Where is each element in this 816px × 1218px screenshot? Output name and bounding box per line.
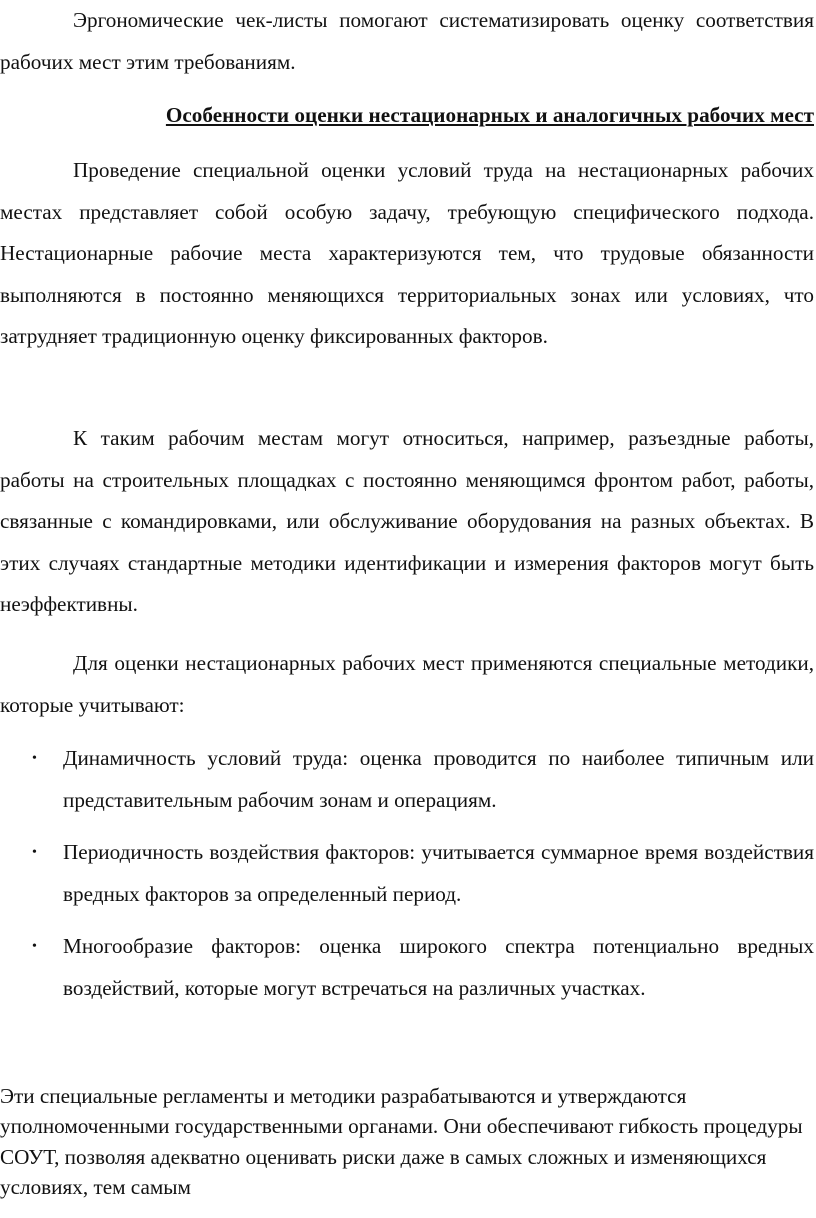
list-item-text: Периодичность воздействия факторов: учитывается суммарное время воздействия вредных факторов за определенный период.: [63, 840, 814, 906]
paragraph-conclusion: Эти специальные регламенты и методики разрабатываются и утверждаются уполномоченными государственными органами. Они обеспечивают гибкость процедуры СОУТ, позволяя адекватно оценивать риски даже в самых сложных и изменяющихся условиях, тем самым: [0, 1084, 803, 1199]
paragraph-examples: К таким рабочим местам могут относиться, например, разъездные работы, работы на строительных площадках с постоянно меняющимся фронтом работ, работы, связанные с командировками, или обслуживание оборудования на разных объектах. В этих случаях стандартные методики идентификации и измерения факторов могут быть неэффективны.: [0, 426, 814, 616]
paragraph-intro: Эргономические чек-листы помогают систематизировать оценку соответствия рабочих мест этим требованиям.: [0, 8, 814, 74]
bullet-icon: •: [32, 939, 37, 954]
list-item: [0, 926, 814, 1009]
list-item-text: Динамичность условий труда: оценка проводится по наиболее типичным или представительным рабочим зонам и операциям.: [63, 746, 814, 812]
list-item-text: Многообразие факторов: оценка широкого спектра потенциально вредных воздействий, которые могут встречаться на различных участках.: [63, 934, 814, 1000]
list-item: [0, 738, 814, 821]
bullet-list: [0, 738, 816, 1020]
paragraph-methods-intro: Для оценки нестационарных рабочих мест применяются специальные методики, которые учитывают:: [0, 651, 814, 717]
list-item: [0, 832, 814, 915]
bullet-icon: •: [32, 845, 37, 860]
paragraph-nonstationary-definition: Проведение специальной оценки условий труда на нестационарных рабочих местах представляет собой особую задачу, требующую специфического подхода. Нестационарные рабочие места характеризуются тем, что трудовые обязанности выполняются в постоянно меняющихся территориальных зонах или условиях, что затрудняет традиционную оценку фиксированных факторов.: [0, 158, 814, 348]
section-heading: Особенности оценки нестационарных и аналогичных рабочих мест: [165, 103, 814, 127]
bullet-icon: •: [32, 751, 37, 766]
